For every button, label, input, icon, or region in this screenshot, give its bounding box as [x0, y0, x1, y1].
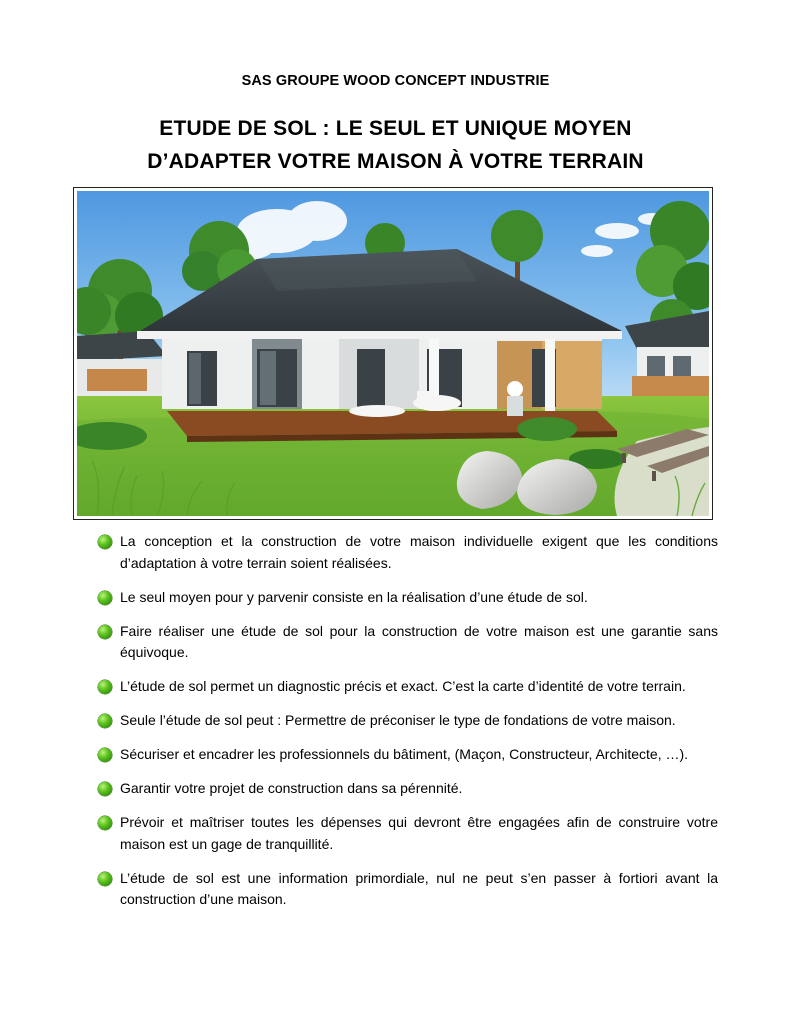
neighbor-house-right [625, 311, 709, 407]
green-bullet-icon [98, 872, 112, 886]
green-bullet-icon [98, 816, 112, 830]
green-bullet-icon [98, 714, 112, 728]
list-item: Le seul moyen pour y parvenir consiste en la réalisation d’une étude de sol. [98, 587, 718, 609]
list-item: L’étude de sol est une information primordiale, nul ne peut s’en passer à fortiori avant la construction d’une maison. [98, 868, 718, 911]
neighbor-house-left [77, 331, 167, 399]
list-item: Garantir votre projet de construction dans sa pérennité. [98, 778, 718, 800]
house-illustration [77, 191, 709, 516]
list-item: Seule l’étude de sol peut : Permettre de préconiser le type de fondations de votre maison. [98, 710, 718, 732]
page-title [0, 112, 791, 178]
list-item: Faire réaliser une étude de sol pour la construction de votre maison est une garantie sans équivoque. [98, 621, 718, 664]
green-bullet-icon [98, 782, 112, 796]
green-bullet-icon [98, 591, 112, 605]
list-item: La conception et la construction de votre maison individuelle exigent que les conditions d’adaptation à votre terrain soient réalisées. [98, 531, 718, 574]
bullet-list [98, 531, 718, 923]
green-bullet-icon [98, 535, 112, 549]
green-bullet-icon [98, 625, 112, 639]
list-item: L’étude de sol permet un diagnostic précis et exact. C’est la carte d’identité de votre terrain. [98, 676, 718, 698]
house-photo [73, 187, 713, 520]
company-name: SAS GROUPE WOOD CONCEPT INDUSTRIE [241, 73, 550, 89]
list-item: Sécuriser et encadrer les professionnels du bâtiment, (Maçon, Constructeur, Architecte, …). [98, 744, 718, 766]
title-line-2: D’ADAPTER VOTRE MAISON À VOTRE TERRAIN [147, 150, 644, 173]
green-bullet-icon [98, 748, 112, 762]
title-line-1: ETUDE DE SOL : LE SEUL ET UNIQUE MOYEN [159, 117, 632, 140]
green-bullet-icon [98, 680, 112, 694]
list-item: Prévoir et maîtriser toutes les dépenses qui devront être engagées afin de construire votre maison est un gage de tranquillité. [98, 812, 718, 855]
